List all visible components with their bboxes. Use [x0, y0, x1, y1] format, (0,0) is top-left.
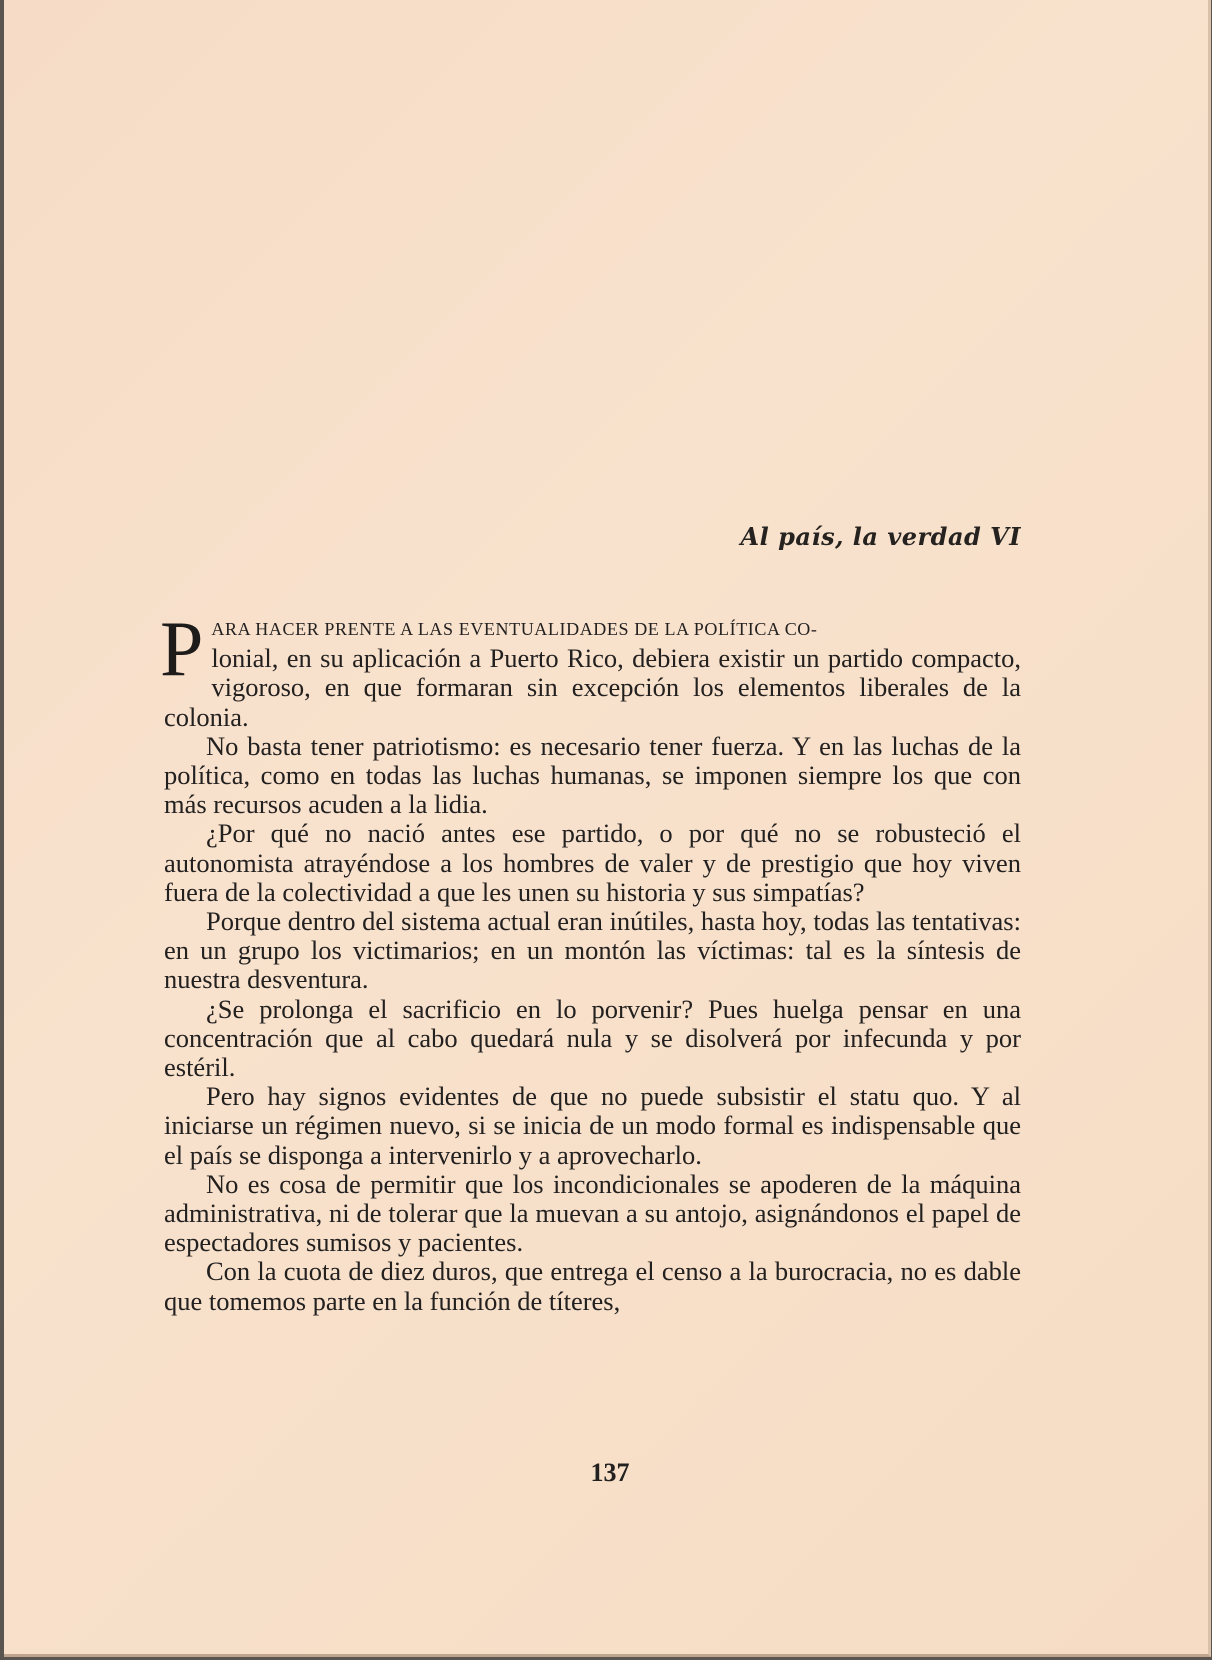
- paragraph: Pero hay signos evidentes de que no puede subsistir el statu quo. Y al iniciarse un régimen nuevo, si se inicia de un modo formal es indispensable que el país se disponga a intervenirlo y a aprovecharlo.: [164, 1081, 1021, 1170]
- paragraph: No es cosa de permitir que los incondicionales se apoderen de la máquina administrativa, ni de tolerar que la muevan a su antojo, asignándonos el papel de espectadores sumisos y pacientes.: [164, 1168, 1021, 1258]
- paragraph: No basta tener patriotismo: es necesario tener fuerza. Y en las luchas de la política, como en todas las luchas humanas, se imponen siempre los que con más recursos acuden a la lidia.: [164, 730, 1021, 820]
- paragraph: Con la cuota de diez duros, que entrega el censo a la burocracia, no es dable que tomemos parte en la función de títeres,: [164, 1256, 1021, 1316]
- book-page: [4, 0, 1211, 1657]
- running-title: Al país, la verdad VI: [740, 522, 1021, 551]
- page-number: 137: [590, 1458, 630, 1487]
- paragraph: Porque dentro del sistema actual eran inútiles, hasta hoy, todas las tentativas: en un grupo los victimarios; en un montón las víctimas: tal es la síntesis de nuestra desventura.: [164, 906, 1021, 995]
- paragraph: ¿Se prolonga el sacrificio en lo porvenir? Pues huelga pensar en una concentración que al cabo quedará nula y se disolverá por infecunda y por estéril.: [164, 993, 1021, 1083]
- body-text: [160, 605, 1021, 1316]
- paragraph: ¿Por qué no nació antes ese partido, o por qué no se robusteció el autonomista atrayéndose a los hombres de valer y de prestigio que hoy viven fuera de la colectividad a que les unen su historia y sus simpatías?: [164, 818, 1021, 907]
- drop-cap: P: [160, 605, 204, 692]
- paragraph-text: lonial, en su aplicación a Puerto Rico, debiera existir un partido compacto, vigoroso, en que formaran sin excepción los elementos liberales de la colonia.: [164, 643, 1021, 732]
- opening-paragraph: [160, 605, 1021, 732]
- opening-smallcaps: ARA HACER PRENTE A LAS EVENTUALIDADES DE LA POLÍTICA CO-: [211, 619, 818, 639]
